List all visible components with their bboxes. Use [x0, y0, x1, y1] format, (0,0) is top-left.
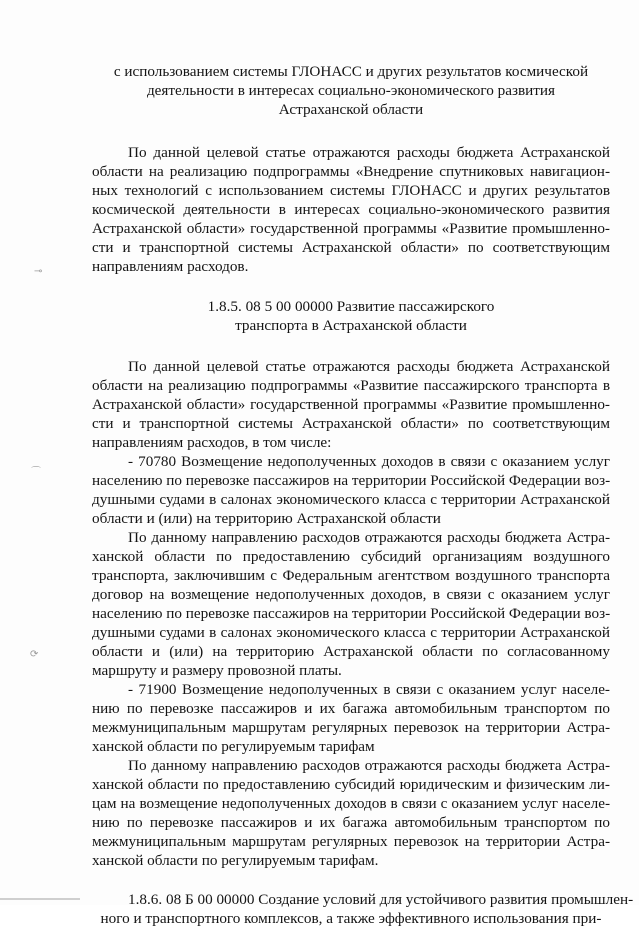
text-line: области на реализацию подпрограммы «Развитие пассажирского транспорта в: [92, 377, 610, 394]
margin-mark: ⌒: [31, 467, 41, 478]
text-line: Астраханской области» государственной программы «Развитие промышленно-: [92, 396, 610, 413]
text-line: По данной целевой статье отражаются расходы бюджета Астраханской: [128, 144, 610, 161]
margin-mark: ⊸: [34, 266, 43, 277]
section-heading-1-8-5: [92, 297, 610, 335]
paragraph: [92, 756, 610, 870]
list-item-71900: [92, 680, 610, 756]
text-line: области и (или) на территорию Астраханской области по согласованному: [92, 643, 610, 660]
text-line: направлениям расходов, в том числе:: [92, 434, 332, 451]
text-line: сти и транспортной системы Астраханской области» по соответствующим: [92, 239, 610, 256]
heading-line: транспорта в Астраханской области: [235, 317, 467, 334]
text-line: сти и транспортной системы Астраханской области» по соответствующим: [92, 415, 610, 432]
text-line: населению по перевозке пассажиров на территории Российской Федерации воз-: [92, 605, 611, 622]
text-line: По данному направлению расходов отражаются расходы бюджета Астра-: [128, 757, 610, 774]
section-heading-1-8-6: [92, 890, 634, 928]
document-content: [92, 62, 634, 928]
text-line: ханской области по регулируемым тарифам: [92, 738, 375, 755]
list-item-70780: [92, 452, 610, 528]
text-line: душными судами в салонах экономического класса с территории Астраханской: [92, 624, 610, 641]
text-line: По данной целевой статье отражаются расходы бюджета Астраханской: [128, 358, 610, 375]
text-line: По данному направлению расходов отражаются расходы бюджета Астра-: [128, 529, 610, 546]
heading-line: деятельности в интересах социально-экономического развития: [146, 82, 556, 99]
text-line: межмуниципальным маршрутам регулярных перевозок на территории Астра-: [92, 719, 610, 736]
heading-line: 1.8.6. 08 Б 00 00000 Создание условий для устойчивого развития промышлен-: [128, 891, 634, 908]
text-line: области на реализацию подпрограммы «Внедрение спутниковых навигацион-: [92, 163, 610, 180]
text-line: направлениям расходов.: [92, 258, 249, 275]
text-line: населению по перевозке пассажиров на территории Российской Федерации воз-: [92, 472, 611, 489]
text-line: ханской области по предоставлению субсидий юридическим и физическим ли-: [92, 776, 610, 793]
text-line: маршруту и размеру провозной платы.: [92, 662, 342, 679]
text-line: нию по перевозке пассажиров и их багажа автомобильным транспортом по: [92, 814, 610, 831]
margin-mark: ⟳: [30, 649, 39, 660]
text-line: ных технологий с использованием системы ГЛОНАСС и других результатов: [92, 182, 610, 199]
text-line: ханской области по предоставлению субсидий организациям воздушного: [92, 548, 610, 565]
page-edge-artifact: [0, 898, 80, 900]
text-line: договор на возмещение недополученных доходов, в связи с оказанием услуг: [92, 586, 610, 603]
text-line: душными судами в салонах экономического класса с территории Астраханской: [92, 491, 610, 508]
section-heading: [92, 62, 610, 119]
heading-line: 1.8.5. 08 5 00 00000 Развитие пассажирского: [207, 298, 495, 315]
paragraph: [92, 528, 610, 680]
paragraph: [92, 143, 610, 276]
heading-line: с использованием системы ГЛОНАСС и других результатов космической: [113, 63, 589, 80]
text-line: - 70780 Возмещение недополученных доходов в связи с оказанием услуг: [128, 453, 610, 470]
text-line: нию по перевозке пассажиров и их багажа автомобильным транспортом по: [92, 700, 610, 717]
text-line: космической деятельности в интересах социально-экономического развития: [92, 201, 610, 218]
text-line: цам на возмещение недополученных доходов в связи с оказанием услуг населе-: [92, 795, 610, 812]
text-line: транспорта, заключившим с Федеральным агентством воздушного транспорта: [92, 567, 610, 584]
paragraph: [92, 357, 610, 452]
heading-line: ного и транспортного комплексов, а также эффективного использования при-: [100, 910, 602, 927]
text-line: области и (или) на территорию Астраханской области: [92, 510, 441, 527]
text-line: межмуниципальным маршрутам регулярных перевозок на территории Астра-: [92, 833, 610, 850]
heading-line: Астраханской области: [278, 101, 424, 118]
text-line: ханской области по регулируемым тарифам.: [92, 852, 379, 869]
text-line: Астраханской области» государственной программы «Развитие промышленно-: [92, 220, 610, 237]
text-line: - 71900 Возмещение недополученных в связи с оказанием услуг населе-: [128, 681, 610, 698]
